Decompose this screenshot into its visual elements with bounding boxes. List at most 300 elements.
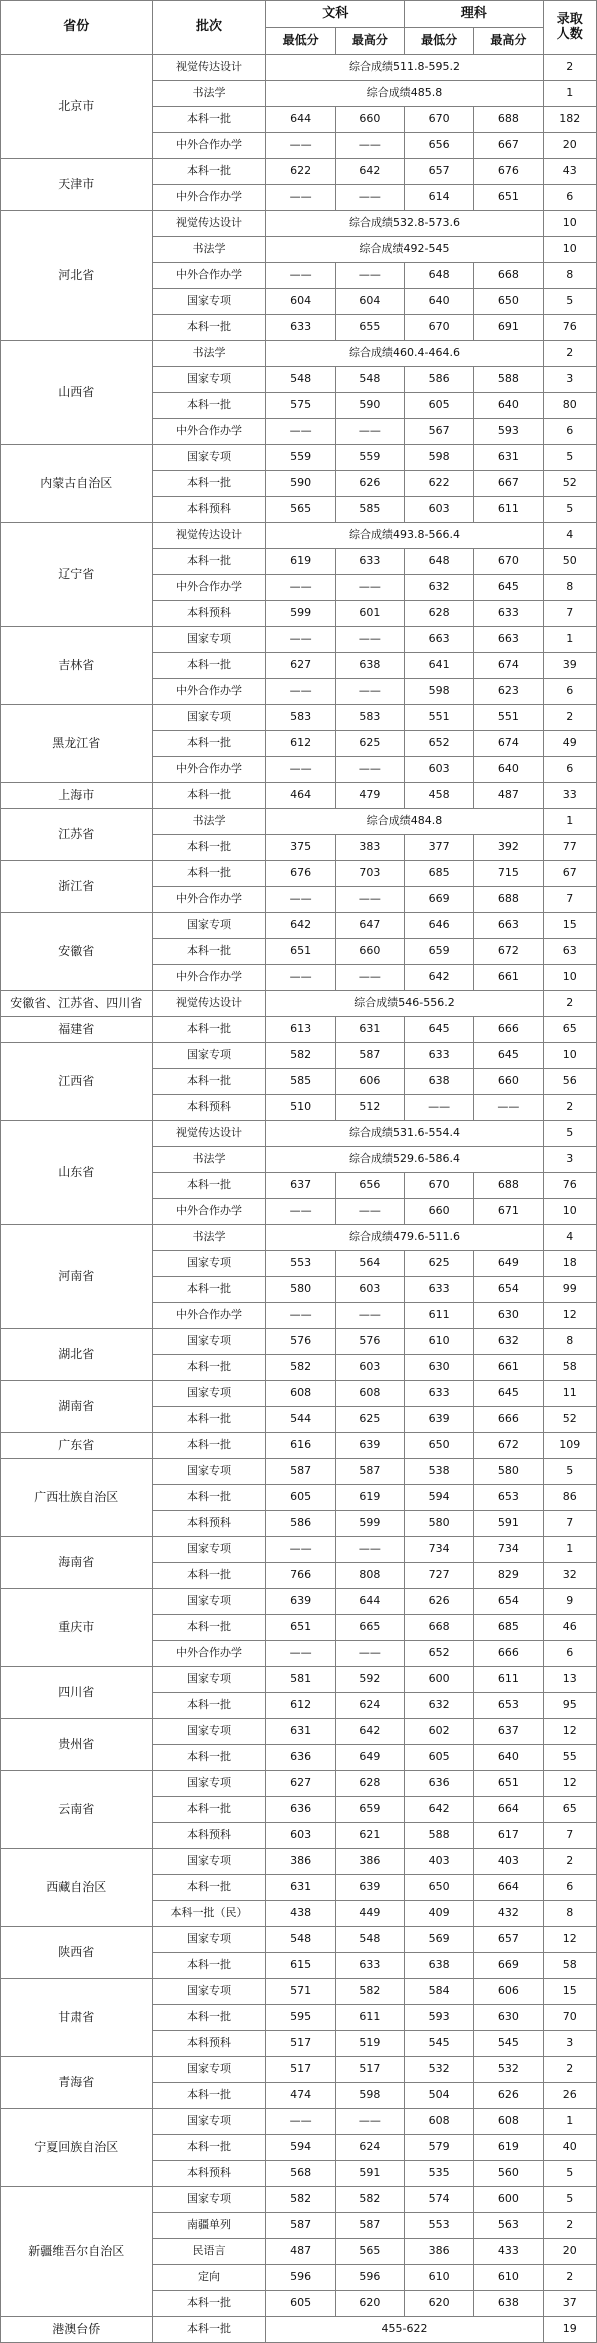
like-max-cell: 645 — [474, 1381, 543, 1407]
wenke-min-cell: 587 — [266, 2213, 335, 2239]
wenke-max-cell: 631 — [335, 1017, 404, 1043]
admission-count-cell: 58 — [543, 1953, 596, 1979]
like-max-cell: 666 — [474, 1641, 543, 1667]
wenke-max-cell: 625 — [335, 1407, 404, 1433]
wenke-max-cell: 660 — [335, 107, 404, 133]
province-cell: 上海市 — [1, 783, 153, 809]
wenke-max-cell: 642 — [335, 159, 404, 185]
admission-count-cell: 56 — [543, 1069, 596, 1095]
admission-count-cell: 2 — [543, 341, 596, 367]
batch-cell: 中外合作办学 — [152, 887, 266, 913]
like-max-cell: 645 — [474, 1043, 543, 1069]
batch-cell: 国家专项 — [152, 2057, 266, 2083]
batch-cell: 本科预科 — [152, 497, 266, 523]
batch-cell: 国家专项 — [152, 913, 266, 939]
batch-cell: 本科一批 — [152, 1953, 266, 1979]
wenke-min-cell: 474 — [266, 2083, 335, 2109]
admission-count-cell: 50 — [543, 549, 596, 575]
admission-count-cell: 40 — [543, 2135, 596, 2161]
wenke-min-cell: 612 — [266, 731, 335, 757]
admission-count-cell: 2 — [543, 1095, 596, 1121]
combined-score-cell: 综合成绩460.4-464.6 — [266, 341, 543, 367]
batch-cell: 民语言 — [152, 2239, 266, 2265]
wenke-max-cell: 703 — [335, 861, 404, 887]
admission-count-cell: 55 — [543, 1745, 596, 1771]
admission-count-cell: 58 — [543, 1355, 596, 1381]
header-province: 省份 — [1, 1, 153, 55]
header-like-max: 最高分 — [474, 28, 543, 55]
batch-cell: 中外合作办学 — [152, 1641, 266, 1667]
batch-cell: 视觉传达设计 — [152, 55, 266, 81]
like-min-cell: 632 — [405, 1693, 474, 1719]
like-max-cell: 631 — [474, 445, 543, 471]
wenke-max-cell: 603 — [335, 1355, 404, 1381]
batch-cell: 本科一批 — [152, 107, 266, 133]
like-max-cell: 593 — [474, 419, 543, 445]
admission-count-cell: 9 — [543, 1589, 596, 1615]
batch-cell: 本科一批 — [152, 731, 266, 757]
wenke-min-cell: 575 — [266, 393, 335, 419]
admission-count-cell: 6 — [543, 1641, 596, 1667]
like-min-cell: 622 — [405, 471, 474, 497]
batch-cell: 国家专项 — [152, 627, 266, 653]
wenke-min-cell: 582 — [266, 2187, 335, 2213]
batch-cell: 本科一批 — [152, 159, 266, 185]
wenke-min-cell: 580 — [266, 1277, 335, 1303]
like-max-cell: 663 — [474, 627, 543, 653]
admission-count-cell: 7 — [543, 601, 596, 627]
like-max-cell: 715 — [474, 861, 543, 887]
like-min-cell: 650 — [405, 1875, 474, 1901]
province-cell: 河南省 — [1, 1225, 153, 1329]
admission-count-cell: 8 — [543, 1329, 596, 1355]
admission-count-cell: 49 — [543, 731, 596, 757]
batch-cell: 书法学 — [152, 237, 266, 263]
admission-count-cell: 6 — [543, 419, 596, 445]
wenke-min-cell: 375 — [266, 835, 335, 861]
like-max-cell: 560 — [474, 2161, 543, 2187]
batch-cell: 国家专项 — [152, 2187, 266, 2213]
like-max-cell: 617 — [474, 1823, 543, 1849]
wenke-min-cell: 636 — [266, 1745, 335, 1771]
wenke-max-cell: 386 — [335, 1849, 404, 1875]
table-row — [1, 1537, 597, 1563]
table-row — [1, 445, 597, 471]
like-max-cell: 676 — [474, 159, 543, 185]
table-row — [1, 1381, 597, 1407]
batch-cell: 中外合作办学 — [152, 575, 266, 601]
table-row — [1, 1017, 597, 1043]
header-wenke: 文科 — [266, 1, 405, 28]
batch-cell: 本科一批 — [152, 1485, 266, 1511]
like-min-cell: 638 — [405, 1953, 474, 1979]
admission-count-cell: 2 — [543, 705, 596, 731]
like-min-cell: 535 — [405, 2161, 474, 2187]
batch-cell: 本科一批 — [152, 2317, 266, 2343]
like-max-cell: 608 — [474, 2109, 543, 2135]
wenke-min-cell: —— — [266, 263, 335, 289]
like-min-cell: 630 — [405, 1355, 474, 1381]
wenke-min-cell: 613 — [266, 1017, 335, 1043]
wenke-max-cell: 599 — [335, 1511, 404, 1537]
like-min-cell: 633 — [405, 1277, 474, 1303]
batch-cell: 视觉传达设计 — [152, 991, 266, 1017]
province-cell: 湖北省 — [1, 1329, 153, 1381]
wenke-max-cell: 519 — [335, 2031, 404, 2057]
wenke-max-cell: 512 — [335, 1095, 404, 1121]
wenke-min-cell: 585 — [266, 1069, 335, 1095]
like-min-cell: 632 — [405, 575, 474, 601]
admission-count-cell: 5 — [543, 497, 596, 523]
batch-cell: 国家专项 — [152, 367, 266, 393]
like-min-cell: 545 — [405, 2031, 474, 2057]
batch-cell: 本科一批 — [152, 861, 266, 887]
like-max-cell: 685 — [474, 1615, 543, 1641]
combined-score-cell: 综合成绩493.8-566.4 — [266, 523, 543, 549]
province-cell: 北京市 — [1, 55, 153, 159]
like-min-cell: 638 — [405, 1069, 474, 1095]
admission-count-cell: 2 — [543, 2265, 596, 2291]
batch-cell: 本科一批 — [152, 835, 266, 861]
table-row — [1, 809, 597, 835]
batch-cell: 国家专项 — [152, 1979, 266, 2005]
wenke-min-cell: 622 — [266, 159, 335, 185]
batch-cell: 中外合作办学 — [152, 757, 266, 783]
wenke-max-cell: 587 — [335, 1043, 404, 1069]
admission-count-cell: 12 — [543, 1719, 596, 1745]
province-cell: 港澳台侨 — [1, 2317, 153, 2343]
like-max-cell: 688 — [474, 107, 543, 133]
wenke-max-cell: 655 — [335, 315, 404, 341]
wenke-max-cell: 639 — [335, 1433, 404, 1459]
wenke-min-cell: 595 — [266, 2005, 335, 2031]
batch-cell: 本科一批 — [152, 1017, 266, 1043]
province-cell: 河北省 — [1, 211, 153, 341]
wenke-max-cell: 592 — [335, 1667, 404, 1693]
batch-cell: 本科预科 — [152, 601, 266, 627]
like-min-cell: 633 — [405, 1043, 474, 1069]
combined-score-cell: 综合成绩531.6-554.4 — [266, 1121, 543, 1147]
admission-count-cell: 52 — [543, 471, 596, 497]
table-row — [1, 627, 597, 653]
province-cell: 福建省 — [1, 1017, 153, 1043]
like-min-cell: 727 — [405, 1563, 474, 1589]
wenke-max-cell: —— — [335, 679, 404, 705]
wenke-max-cell: 587 — [335, 1459, 404, 1485]
like-min-cell: 642 — [405, 965, 474, 991]
wenke-min-cell: 603 — [266, 1823, 335, 1849]
wenke-min-cell: 587 — [266, 1459, 335, 1485]
wenke-max-cell: —— — [335, 2109, 404, 2135]
like-min-cell: 403 — [405, 1849, 474, 1875]
batch-cell: 本科一批 — [152, 1173, 266, 1199]
like-min-cell: 633 — [405, 1381, 474, 1407]
wenke-max-cell: —— — [335, 1199, 404, 1225]
wenke-max-cell: 621 — [335, 1823, 404, 1849]
table-row — [1, 1719, 597, 1745]
like-max-cell: 638 — [474, 2291, 543, 2317]
wenke-min-cell: —— — [266, 757, 335, 783]
admission-count-cell: 1 — [543, 81, 596, 107]
wenke-max-cell: 626 — [335, 471, 404, 497]
wenke-max-cell: 625 — [335, 731, 404, 757]
province-cell: 江西省 — [1, 1043, 153, 1121]
like-max-cell: 734 — [474, 1537, 543, 1563]
batch-cell: 国家专项 — [152, 1459, 266, 1485]
province-cell: 安徽省、江苏省、四川省 — [1, 991, 153, 1017]
like-min-cell: 620 — [405, 2291, 474, 2317]
table-row — [1, 159, 597, 185]
like-min-cell: 668 — [405, 1615, 474, 1641]
header-batch: 批次 — [152, 1, 266, 55]
table-row — [1, 2109, 597, 2135]
batch-cell: 本科一批 — [152, 1069, 266, 1095]
like-min-cell: 600 — [405, 1667, 474, 1693]
admission-count-cell: 12 — [543, 1303, 596, 1329]
table-row — [1, 2057, 597, 2083]
like-min-cell: 610 — [405, 2265, 474, 2291]
table-row — [1, 991, 597, 1017]
wenke-max-cell: —— — [335, 575, 404, 601]
admission-count-cell: 76 — [543, 315, 596, 341]
batch-cell: 视觉传达设计 — [152, 211, 266, 237]
admission-count-cell: 10 — [543, 1043, 596, 1069]
table-body — [1, 55, 597, 2343]
like-min-cell: 579 — [405, 2135, 474, 2161]
wenke-min-cell: 517 — [266, 2031, 335, 2057]
like-min-cell: 574 — [405, 2187, 474, 2213]
wenke-min-cell: 766 — [266, 1563, 335, 1589]
wenke-max-cell: —— — [335, 263, 404, 289]
like-min-cell: 504 — [405, 2083, 474, 2109]
like-max-cell: 626 — [474, 2083, 543, 2109]
like-max-cell: 653 — [474, 1693, 543, 1719]
batch-cell: 视觉传达设计 — [152, 523, 266, 549]
wenke-max-cell: 619 — [335, 1485, 404, 1511]
wenke-min-cell: 651 — [266, 1615, 335, 1641]
batch-cell: 本科一批 — [152, 1277, 266, 1303]
wenke-max-cell: 601 — [335, 601, 404, 627]
header-wenke-max: 最高分 — [335, 28, 404, 55]
province-cell: 陕西省 — [1, 1927, 153, 1979]
batch-cell: 本科一批 — [152, 653, 266, 679]
wenke-max-cell: 582 — [335, 2187, 404, 2213]
batch-cell: 国家专项 — [152, 2109, 266, 2135]
batch-cell: 本科一批 — [152, 549, 266, 575]
combined-score-cell: 455-622 — [266, 2317, 543, 2343]
admission-count-cell: 5 — [543, 2161, 596, 2187]
admission-count-cell: 86 — [543, 1485, 596, 1511]
combined-score-cell: 综合成绩511.8-595.2 — [266, 55, 543, 81]
wenke-max-cell: —— — [335, 419, 404, 445]
like-max-cell: 591 — [474, 1511, 543, 1537]
like-max-cell: 403 — [474, 1849, 543, 1875]
admission-count-cell: 80 — [543, 393, 596, 419]
like-max-cell: 664 — [474, 1797, 543, 1823]
wenke-min-cell: 565 — [266, 497, 335, 523]
like-max-cell: 611 — [474, 497, 543, 523]
batch-cell: 书法学 — [152, 1225, 266, 1251]
like-min-cell: 377 — [405, 835, 474, 861]
wenke-max-cell: 659 — [335, 1797, 404, 1823]
wenke-max-cell: —— — [335, 185, 404, 211]
combined-score-cell: 综合成绩546-556.2 — [266, 991, 543, 1017]
like-max-cell: 532 — [474, 2057, 543, 2083]
wenke-min-cell: 605 — [266, 2291, 335, 2317]
like-min-cell: 642 — [405, 1797, 474, 1823]
wenke-max-cell: 604 — [335, 289, 404, 315]
wenke-max-cell: 647 — [335, 913, 404, 939]
table-row — [1, 341, 597, 367]
wenke-min-cell: 568 — [266, 2161, 335, 2187]
wenke-min-cell: 582 — [266, 1355, 335, 1381]
like-min-cell: 663 — [405, 627, 474, 653]
like-min-cell: 685 — [405, 861, 474, 887]
admission-count-cell: 4 — [543, 523, 596, 549]
like-min-cell: 605 — [405, 1745, 474, 1771]
table-row — [1, 1849, 597, 1875]
batch-cell: 本科一批 — [152, 2135, 266, 2161]
admission-count-cell: 2 — [543, 2213, 596, 2239]
like-min-cell: 598 — [405, 445, 474, 471]
wenke-min-cell: 548 — [266, 367, 335, 393]
like-max-cell: 551 — [474, 705, 543, 731]
wenke-max-cell: 564 — [335, 1251, 404, 1277]
admission-count-cell: 37 — [543, 2291, 596, 2317]
batch-cell: 中外合作办学 — [152, 1303, 266, 1329]
province-cell: 湖南省 — [1, 1381, 153, 1433]
wenke-max-cell: 620 — [335, 2291, 404, 2317]
province-cell: 新疆维吾尔自治区 — [1, 2187, 153, 2317]
batch-cell: 本科一批 — [152, 1355, 266, 1381]
like-max-cell: 688 — [474, 887, 543, 913]
admission-count-cell: 3 — [543, 367, 596, 393]
admission-count-cell: 65 — [543, 1017, 596, 1043]
admission-count-cell: 13 — [543, 1667, 596, 1693]
wenke-max-cell: 590 — [335, 393, 404, 419]
like-min-cell: 670 — [405, 1173, 474, 1199]
batch-cell: 本科一批 — [152, 315, 266, 341]
wenke-max-cell: 606 — [335, 1069, 404, 1095]
wenke-max-cell: 603 — [335, 1277, 404, 1303]
batch-cell: 本科一批 — [152, 2083, 266, 2109]
table-row — [1, 1667, 597, 1693]
admission-count-cell: 20 — [543, 133, 596, 159]
wenke-min-cell: 619 — [266, 549, 335, 575]
batch-cell: 国家专项 — [152, 1771, 266, 1797]
like-min-cell: 605 — [405, 393, 474, 419]
wenke-min-cell: —— — [266, 575, 335, 601]
wenke-min-cell: —— — [266, 1641, 335, 1667]
batch-cell: 本科一批 — [152, 1433, 266, 1459]
wenke-max-cell: 565 — [335, 2239, 404, 2265]
like-min-cell: 636 — [405, 1771, 474, 1797]
like-min-cell: 551 — [405, 705, 474, 731]
wenke-max-cell: 665 — [335, 1615, 404, 1641]
province-cell: 甘肃省 — [1, 1979, 153, 2057]
admission-count-cell: 12 — [543, 1771, 596, 1797]
admission-count-cell: 3 — [543, 1147, 596, 1173]
wenke-max-cell: 479 — [335, 783, 404, 809]
wenke-max-cell: 548 — [335, 367, 404, 393]
table-row — [1, 1225, 597, 1251]
like-max-cell: 392 — [474, 835, 543, 861]
like-min-cell: 598 — [405, 679, 474, 705]
like-min-cell: 670 — [405, 107, 474, 133]
wenke-max-cell: —— — [335, 757, 404, 783]
like-max-cell: —— — [474, 1095, 543, 1121]
like-min-cell: 669 — [405, 887, 474, 913]
admission-count-cell: 19 — [543, 2317, 596, 2343]
admission-count-cell: 10 — [543, 237, 596, 263]
wenke-min-cell: 637 — [266, 1173, 335, 1199]
batch-cell: 南疆单列 — [152, 2213, 266, 2239]
batch-cell: 书法学 — [152, 81, 266, 107]
like-max-cell: 640 — [474, 1745, 543, 1771]
like-min-cell: 569 — [405, 1927, 474, 1953]
like-max-cell: 580 — [474, 1459, 543, 1485]
wenke-min-cell: 608 — [266, 1381, 335, 1407]
combined-score-cell: 综合成绩479.6-511.6 — [266, 1225, 543, 1251]
batch-cell: 本科预科 — [152, 2161, 266, 2187]
like-max-cell: 671 — [474, 1199, 543, 1225]
like-min-cell: 580 — [405, 1511, 474, 1537]
like-min-cell: 610 — [405, 1329, 474, 1355]
wenke-max-cell: 628 — [335, 1771, 404, 1797]
batch-cell: 国家专项 — [152, 1537, 266, 1563]
like-min-cell: 734 — [405, 1537, 474, 1563]
admission-count-cell: 6 — [543, 679, 596, 705]
table-row — [1, 1589, 597, 1615]
wenke-min-cell: —— — [266, 1537, 335, 1563]
batch-cell: 中外合作办学 — [152, 419, 266, 445]
admission-count-cell: 2 — [543, 1849, 596, 1875]
province-cell: 山西省 — [1, 341, 153, 445]
batch-cell: 本科预科 — [152, 1095, 266, 1121]
like-min-cell: —— — [405, 1095, 474, 1121]
admission-count-cell: 109 — [543, 1433, 596, 1459]
wenke-min-cell: 604 — [266, 289, 335, 315]
header-like: 理科 — [405, 1, 544, 28]
wenke-min-cell: 571 — [266, 1979, 335, 2005]
admission-count-cell: 2 — [543, 55, 596, 81]
batch-cell: 国家专项 — [152, 289, 266, 315]
like-min-cell: 603 — [405, 757, 474, 783]
wenke-min-cell: 559 — [266, 445, 335, 471]
wenke-min-cell: 631 — [266, 1875, 335, 1901]
table-row — [1, 1043, 597, 1069]
admission-count-cell: 1 — [543, 627, 596, 653]
like-min-cell: 659 — [405, 939, 474, 965]
like-max-cell: 487 — [474, 783, 543, 809]
province-cell: 宁夏回族自治区 — [1, 2109, 153, 2187]
admission-count-cell: 7 — [543, 887, 596, 913]
like-max-cell: 651 — [474, 185, 543, 211]
admission-count-cell: 2 — [543, 2057, 596, 2083]
like-max-cell: 691 — [474, 315, 543, 341]
province-cell: 重庆市 — [1, 1589, 153, 1667]
batch-cell: 中外合作办学 — [152, 679, 266, 705]
wenke-max-cell: 644 — [335, 1589, 404, 1615]
batch-cell: 本科一批 — [152, 2005, 266, 2031]
province-cell: 海南省 — [1, 1537, 153, 1589]
like-min-cell: 646 — [405, 913, 474, 939]
header-like-min: 最低分 — [405, 28, 474, 55]
province-cell: 云南省 — [1, 1771, 153, 1849]
header-wenke-min: 最低分 — [266, 28, 335, 55]
wenke-max-cell: —— — [335, 887, 404, 913]
batch-cell: 国家专项 — [152, 445, 266, 471]
